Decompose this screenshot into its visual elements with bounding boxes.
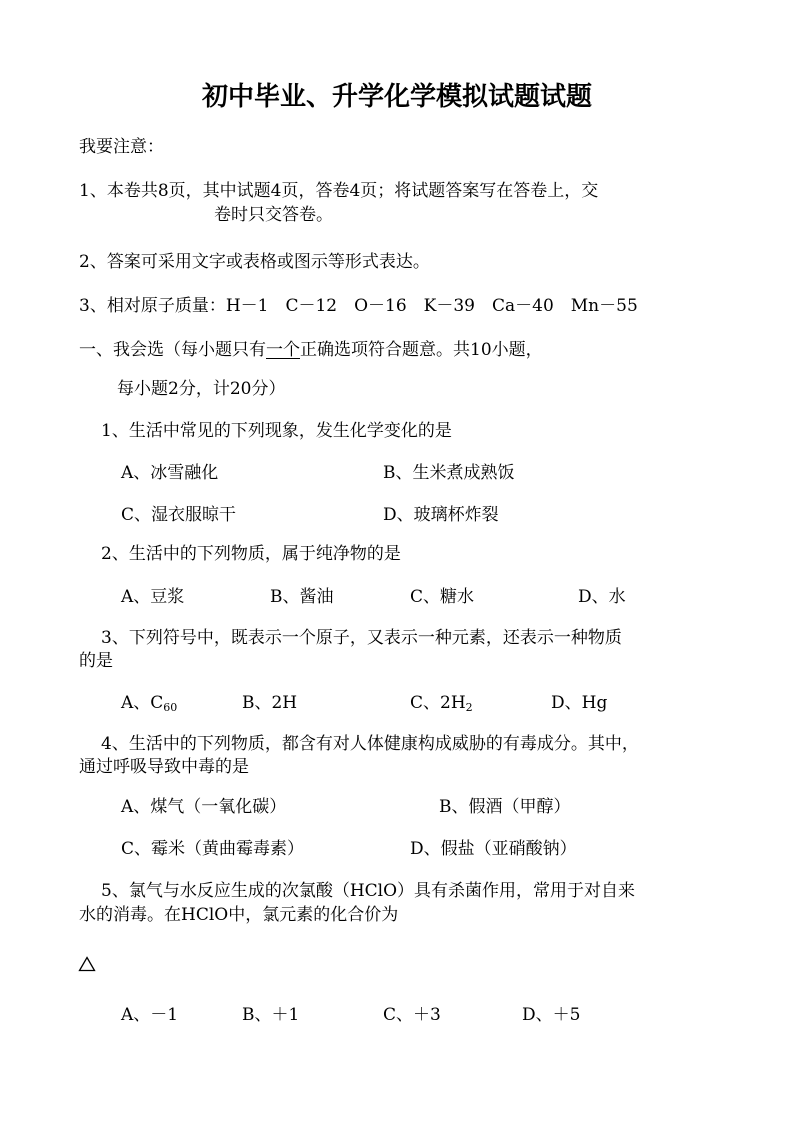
question-5-stem-line-1: 5、氯气与水反应生成的次氯酸（HClO）具有杀菌作用，常用于对自来 xyxy=(101,881,636,901)
question-3-stem-line-2: 的是 xyxy=(79,651,113,671)
question-4-option-c: C、霉米（黄曲霉毒素） xyxy=(121,839,305,859)
notice-item-1-line-2: 卷时只交答卷。 xyxy=(214,205,333,225)
section-1-heading xyxy=(79,339,543,361)
question-2-option-d: D、水 xyxy=(578,587,626,607)
question-1-stem: 1、生活中常见的下列现象，发生化学变化的是 xyxy=(101,421,452,441)
question-1-option-c: C、湿衣服晾干 xyxy=(121,505,237,525)
question-3-option-a-text: A、C xyxy=(121,693,164,713)
question-2-option-b: B、酱油 xyxy=(270,587,334,607)
question-1-option-a: A、冰雪融化 xyxy=(121,463,219,483)
notice-heading: 我要注意： xyxy=(79,137,164,157)
question-3-option-a xyxy=(121,692,177,714)
section-1-heading-suffix: 正确选项符合题意。共10小题， xyxy=(300,340,543,360)
notice-item-1-line-1: 1、本卷共8页，其中试题4页，答卷4页；将试题答案写在答卷上，交 xyxy=(79,181,599,201)
question-3-option-b: B、2H xyxy=(242,693,298,713)
question-2-option-c: C、糖水 xyxy=(410,587,475,607)
question-4-stem-line-1: 4、生活中的下列物质，都含有对人体健康构成威胁的有毒成分。其中， xyxy=(101,734,639,754)
question-3-stem-line-1: 3、下列符号中，既表示一个原子，又表示一种元素，还表示一种物质 xyxy=(101,628,622,648)
question-1-option-d: D、玻璃杯炸裂 xyxy=(383,505,499,525)
question-3-option-c-subscript: 2 xyxy=(465,701,473,714)
question-4-option-b: B、假酒（甲醇） xyxy=(439,797,571,817)
question-3-option-c-text: C、2H xyxy=(410,693,466,713)
question-4-option-d: D、假盐（亚硝酸钠） xyxy=(410,839,577,859)
question-2-stem: 2、生活中的下列物质，属于纯净物的是 xyxy=(101,544,401,564)
question-5-option-b: B、＋1 xyxy=(242,1005,300,1025)
question-3-option-a-subscript: 60 xyxy=(163,701,178,714)
notice-item-3: 3、相对原子质量：H－1 C－12 O－16 K－39 Ca－40 Mn－55 xyxy=(79,296,638,316)
section-1-heading-underlined: 一个 xyxy=(266,340,300,360)
triangle-icon xyxy=(78,956,96,972)
question-5-option-a: A、－1 xyxy=(121,1005,179,1025)
question-5-option-d: D、＋5 xyxy=(522,1005,581,1025)
section-1-heading-line-2: 每小题2分，计20分） xyxy=(117,379,286,399)
notice-item-2: 2、答案可采用文字或表格或图示等形式表达。 xyxy=(79,252,430,272)
section-1-heading-prefix: 一、我会选（每小题只有 xyxy=(79,340,266,360)
question-5-option-c: C、＋3 xyxy=(383,1005,441,1025)
question-5-stem-line-2: 水的消毒。在HClO中，氯元素的化合价为 xyxy=(79,905,399,925)
question-1-option-b: B、生米煮成熟饭 xyxy=(383,463,515,483)
question-3-option-d: D、Hg xyxy=(551,693,608,713)
page-title: 初中毕业、升学化学模拟试题试题 xyxy=(201,82,592,112)
question-4-stem-line-2: 通过呼吸导致中毒的是 xyxy=(79,757,249,777)
question-4-option-a: A、煤气（一氧化碳） xyxy=(121,797,287,817)
question-2-option-a: A、豆浆 xyxy=(121,587,185,607)
question-3-option-c xyxy=(410,692,473,714)
